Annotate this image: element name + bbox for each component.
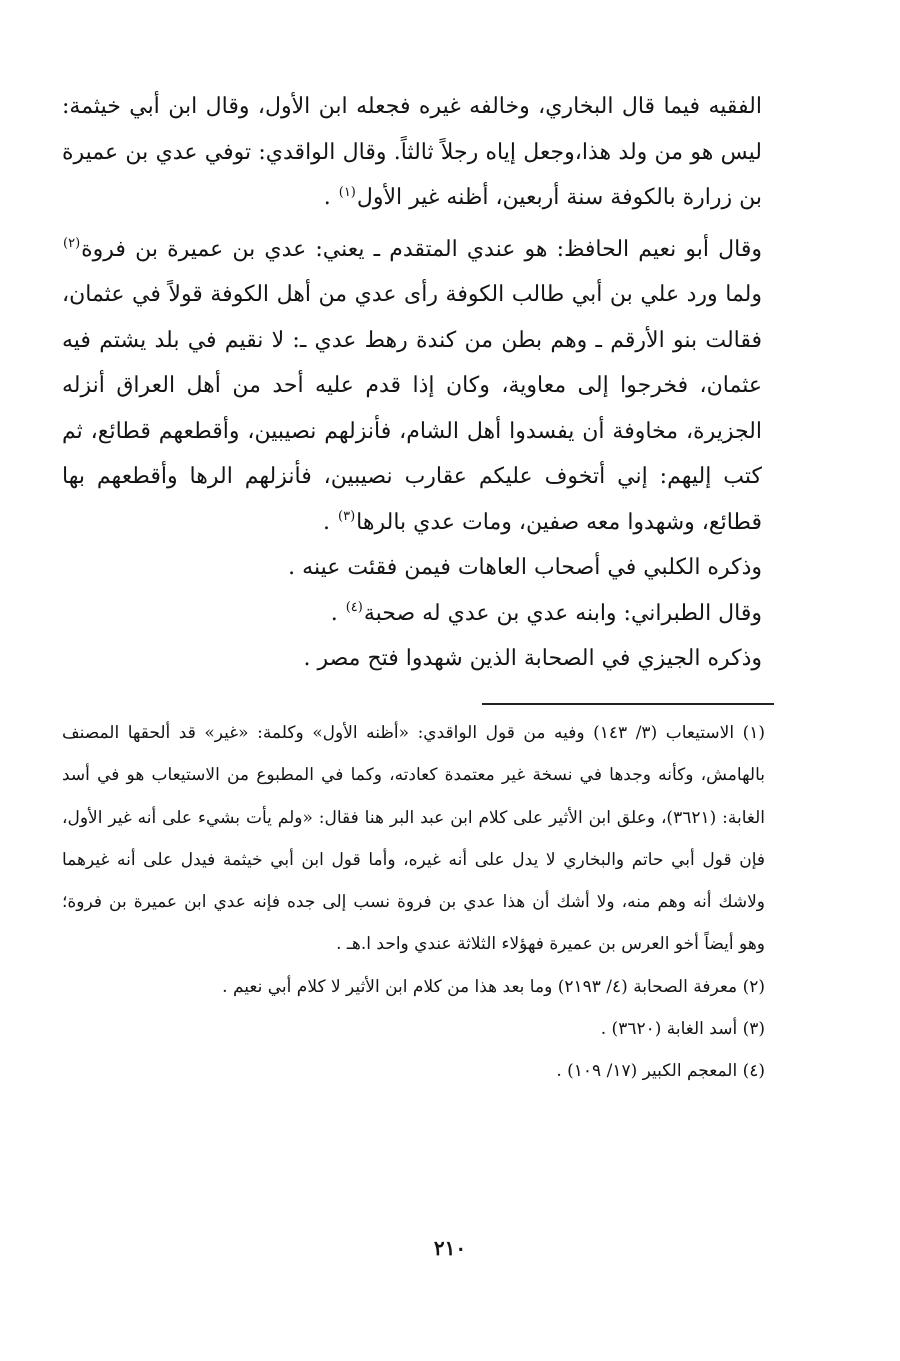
footnote-ref-2[interactable]: (٢) [63,236,81,252]
footnote-ref-4[interactable]: (٤) [345,600,363,616]
footnote-2: (٢) معرفة الصحابة (٤/ ٢١٩٣) وما بعد هذا من كلام ابن الأثير لا كلام أبي نعيم . [222,976,765,997]
footnote-3: (٣) أسد الغابة (٣٦٢٠) . [600,1019,765,1040]
main-text [62,84,762,682]
footnotes [62,712,765,1093]
paragraph-3 [62,545,762,591]
paragraph-3-text: وذكره الكلبي في أصحاب العاهات فيمن فقئت عينه . [288,555,762,580]
page-number: ٢١٠ [433,1236,467,1260]
paragraph-4-text: وقال الطبراني: وابنه عدي بن عدي له صحبة [363,600,762,626]
paragraph-1: الفقيه فيما قال البخاري، وخالفه غيره فجعله ابن الأول، وقال ابن أبي خيثمة: ليس هو من ولد هذا،وجعل إياه رجلاً ثالثاً. وقال الواقدي: توفي عدي بن عميرة بن زرارة بالكوفة سنة أربعين، أظنه غير الأول$^{(١)}$ . [62,94,762,210]
paragraph-1-text: الفقيه فيما قال البخاري، وخالفه غيره فجعله ابن الأول، وقال ابن أبي خيثمة: ليس هو من ولد هذا،وجعل إياه رجلاً ثالثاً. وقال الواقدي: توفي عدي بن عميرة بن زرارة بالكوفة سنة أربعين، أظنه غير الأول [62,94,762,210]
footnote-ref-1[interactable]: (١) [338,184,356,200]
footnote-1: (١) الاستيعاب (٣/ ١٤٣) وفيه من قول الواقدي: «أظنه الأول» وكلمة: «غير» قد ألحقها المصنف بالهامش، وكأنه وجدها في نسخة غير معتمدة كعادته، وكما في المطبوع من الاستيعاب هو في أسد الغابة: (٣٦٢١)، وعلق ابن الأثير على كلام ابن عبد البر هنا فقال: «ولم يأت بشيء على أنه غير الأول، فإن قول أبي حاتم والبخاري لا يدل على أنه غيره، وأما قول ابن أبي خيثمة فيدل على أنه غيرهما ولاشك أنه وهم منه، ولا أشك أن هذا عدي بن فروة نسب إلى جده فإنه عدي ابن عميرة بن فروة؛ وهو أيضاً أخو العرس بن عميرة فهؤلاء الثلاثة عندي واحد ا.هـ . [62,723,765,955]
paragraph-2-text: وقال أبو نعيم الحافظ: هو عندي المتقدم ـ يعني: عدي بن عميرة بن فروة [81,236,762,262]
paragraph-5-text: وذكره الجيزي في الصحابة الذين شهدوا فتح مصر . [303,646,762,671]
footnote-ref-3[interactable]: (٣) [338,509,356,525]
paragraph-4: وقال الطبراني: وابنه عدي بن عدي له صحبة$^{(٤)}$ . [330,600,762,626]
paragraph-2: وقال أبو نعيم الحافظ: هو عندي المتقدم ـ يعني: عدي بن عميرة بن فروة$^{(٢)}$ ولما ورد علي بن أبي طالب الكوفة رأى عدي من أهل الكوفة قولاً في عثمان، فقالت بنو الأرقم ـ وهم بطن من كندة رهط عدي ـ: لا نقيم في بلد يشتم فيه عثمان، فخرجوا إلى معاوية، وكان إذا قدم عليه أحد من أهل العراق أنزله الجزيرة، مخاوفة أن يفسدوا أهل الشام، فأنزلهم نصيبين، وأقطعهم قطائع، ثم كتب إليهم: إني أتخوف عليكم عقارب نصيبين، فأنزلهم الرها وأقطعهم بها قطائع، وشهدوا معه صفين، ومات عدي بالرها$^{(٣)}$ . [62,236,762,535]
paragraph-5 [62,636,762,682]
footnote-4: (٤) المعجم الكبير (١٧/ ١٠٩) . [556,1061,765,1082]
footnote-separator [482,703,774,705]
